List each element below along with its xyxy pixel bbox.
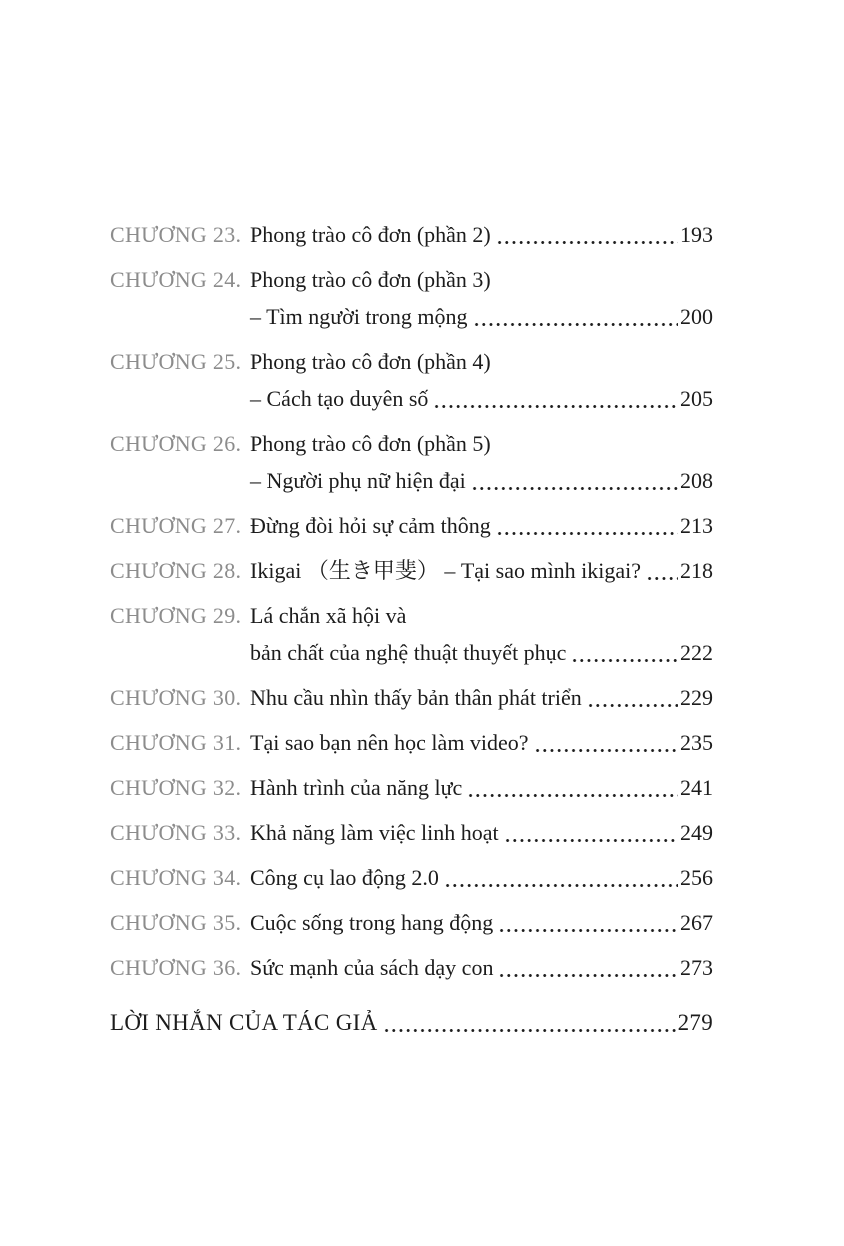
chapter-label: CHƯƠNG 25.	[110, 349, 242, 374]
chapter-title: Nhu cầu nhìn thấy bản thân phát triển	[250, 685, 582, 710]
dot-leader	[498, 971, 678, 978]
dot-leader	[444, 881, 678, 888]
page-number: 213	[680, 513, 713, 538]
dot-leader	[646, 574, 678, 581]
chapter-title: Phong trào cô đơn (phần 5)	[250, 431, 491, 456]
chapter-subtitle: – Tìm người trong mộng	[250, 304, 468, 329]
page-number: 205	[680, 386, 713, 411]
page-number: 200	[680, 304, 713, 329]
chapter-title: Ikigai （生き甲斐） – Tại sao mình ikigai?	[250, 558, 642, 583]
toc-entry-chapter-25	[110, 349, 713, 412]
dot-leader	[534, 746, 678, 753]
page-number: 249	[680, 820, 713, 845]
chapter-title: Phong trào cô đơn (phần 3)	[250, 267, 491, 292]
chapter-title: Sức mạnh của sách dạy con	[250, 955, 494, 980]
page-number: 222	[680, 640, 713, 665]
page-number: 235	[680, 730, 713, 755]
chapter-title: Phong trào cô đơn (phần 2)	[250, 222, 491, 247]
page-number: 256	[680, 865, 713, 890]
toc-entry-chapter-32	[110, 775, 713, 801]
toc-entry-chapter-24	[110, 267, 713, 330]
dot-leader	[383, 1026, 676, 1033]
chapter-label: CHƯƠNG 26.	[110, 431, 242, 456]
chapter-subtitle: bản chất của nghệ thuật thuyết phục	[250, 640, 567, 665]
dot-leader	[467, 791, 678, 798]
page-number: 229	[680, 685, 713, 710]
chapter-title: Đừng đòi hỏi sự cảm thông	[250, 513, 491, 538]
page-number: 241	[680, 775, 713, 800]
dot-leader	[498, 926, 678, 933]
toc-entry-chapter-27	[110, 513, 713, 539]
toc-entry-chapter-28	[110, 558, 713, 584]
page-number: 208	[680, 468, 713, 493]
chapter-label: CHƯƠNG 28.	[110, 558, 242, 583]
chapter-label: CHƯƠNG 32.	[110, 775, 242, 800]
chapter-label: CHƯƠNG 29.	[110, 603, 242, 628]
chapter-label: CHƯƠNG 30.	[110, 685, 242, 710]
dot-leader	[571, 656, 678, 663]
chapter-label: CHƯƠNG 35.	[110, 910, 242, 935]
toc-entry-chapter-31	[110, 730, 713, 756]
toc-entry-chapter-36	[110, 955, 713, 981]
dot-leader	[496, 238, 678, 245]
toc-entry-chapter-33	[110, 820, 713, 846]
page-number: 273	[680, 955, 713, 980]
chapter-title: Công cụ lao động 2.0	[250, 865, 439, 890]
chapter-label: CHƯƠNG 24.	[110, 267, 242, 292]
dot-leader	[471, 484, 678, 491]
dot-leader	[504, 836, 678, 843]
toc-list	[110, 222, 713, 1036]
toc-entry-chapter-29	[110, 603, 713, 666]
chapter-label: CHƯƠNG 27.	[110, 513, 242, 538]
toc-entry-chapter-35	[110, 910, 713, 936]
toc-entry-chapter-26	[110, 431, 713, 494]
chapter-label: CHƯƠNG 36.	[110, 955, 242, 980]
chapter-label: CHƯƠNG 23.	[110, 222, 242, 247]
page-number: 279	[677, 1010, 713, 1035]
toc-entry-chapter-34	[110, 865, 713, 891]
chapter-title: Cuộc sống trong hang động	[250, 910, 494, 935]
page-number: 193	[680, 222, 713, 247]
chapter-title: Tại sao bạn nên học làm video?	[250, 730, 529, 755]
chapter-title: Khả năng làm việc linh hoạt	[250, 820, 499, 845]
author-note-title: LỜI NHẮN CỦA TÁC GIẢ	[110, 1010, 378, 1035]
chapter-label: CHƯƠNG 33.	[110, 820, 242, 845]
toc-entry-chapter-30	[110, 685, 713, 711]
toc-entry-chapter-23	[110, 222, 713, 248]
page-number: 218	[680, 558, 713, 583]
dot-leader	[496, 529, 678, 536]
chapter-title: Lá chắn xã hội và	[250, 603, 407, 628]
chapter-label: CHƯƠNG 34.	[110, 865, 242, 890]
dot-leader	[587, 701, 678, 708]
chapter-title: Hành trình của năng lực	[250, 775, 463, 800]
chapter-subtitle: – Cách tạo duyên số	[250, 386, 429, 411]
chapter-label: CHƯƠNG 31.	[110, 730, 242, 755]
chapter-title: Phong trào cô đơn (phần 4)	[250, 349, 491, 374]
chapter-subtitle: – Người phụ nữ hiện đại	[250, 468, 466, 493]
dot-leader	[473, 320, 679, 327]
dot-leader	[433, 402, 678, 409]
page-number: 267	[680, 910, 713, 935]
toc-entry-author-note	[110, 1009, 713, 1036]
